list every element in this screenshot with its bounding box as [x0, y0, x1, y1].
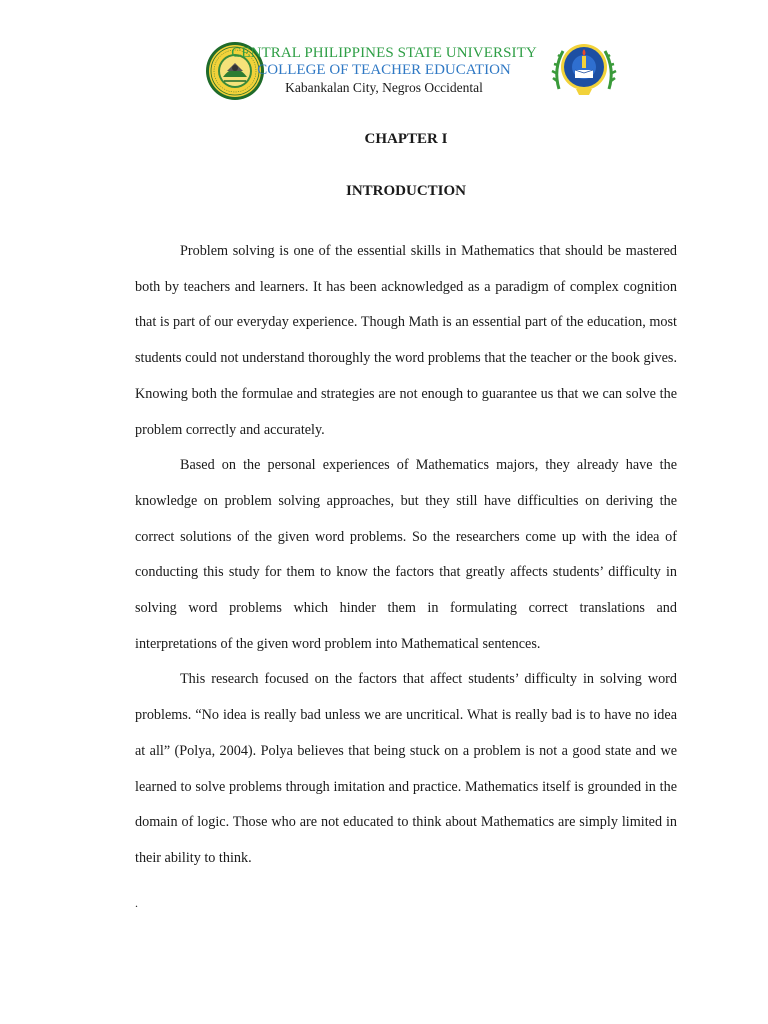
paragraph: This research focused on the factors that affect students’ difficulty in solving word problems. “No idea is really bad unless we are uncritical. What is really bad is to have no idea at all” (Polya, 2004). Polya believes that being stuck on a problem is not a good state and we learned to solve problems through imitation and practice. Mathematics itself is grounded in the domain of logic. Those who are not educated to think about Mathematics are simply limited in their ability to think. — [135, 671, 677, 866]
section-title: INTRODUCTION — [345, 183, 466, 199]
location-text: Kabankalan City, Negros Occidental — [285, 80, 483, 95]
paragraph: Problem solving is one of the essential skills in Mathematics that should be mastered both by teachers and learners. It has been acknowledged as a paradigm of complex cognition that is part of our everyday experience. Though Math is an essential part of the education, most students could not understand thoroughly the word problems that the teacher or the book gives. Knowing both the formulae and strategies are not enough to guarantee us that we can solve the problem correctly and accurately. — [135, 243, 677, 438]
body-text — [135, 234, 677, 877]
college-name: COLLEGE OF TEACHER EDUCATION — [257, 62, 511, 78]
paragraph: Based on the personal experiences of Mathematics majors, they already have the knowledge on problem solving approaches, but they still have difficulties on deriving the correct solutions of the given word problems. So the researchers come up with the idea of conducting this study for them to know the factors that greatly affects students’ difficulty in solving word problems which hinder them in formulating correct translations and interpretations of the given word problem into Mathematical sentences. — [135, 457, 677, 652]
chapter-heading: CHAPTER I — [364, 131, 448, 147]
trailing-mark: . — [135, 896, 138, 910]
document-header — [0, 40, 768, 104]
university-name: CENTRAL PHILIPPINES STATE UNIVERSITY — [231, 45, 537, 61]
header-text-block — [0, 44, 768, 96]
